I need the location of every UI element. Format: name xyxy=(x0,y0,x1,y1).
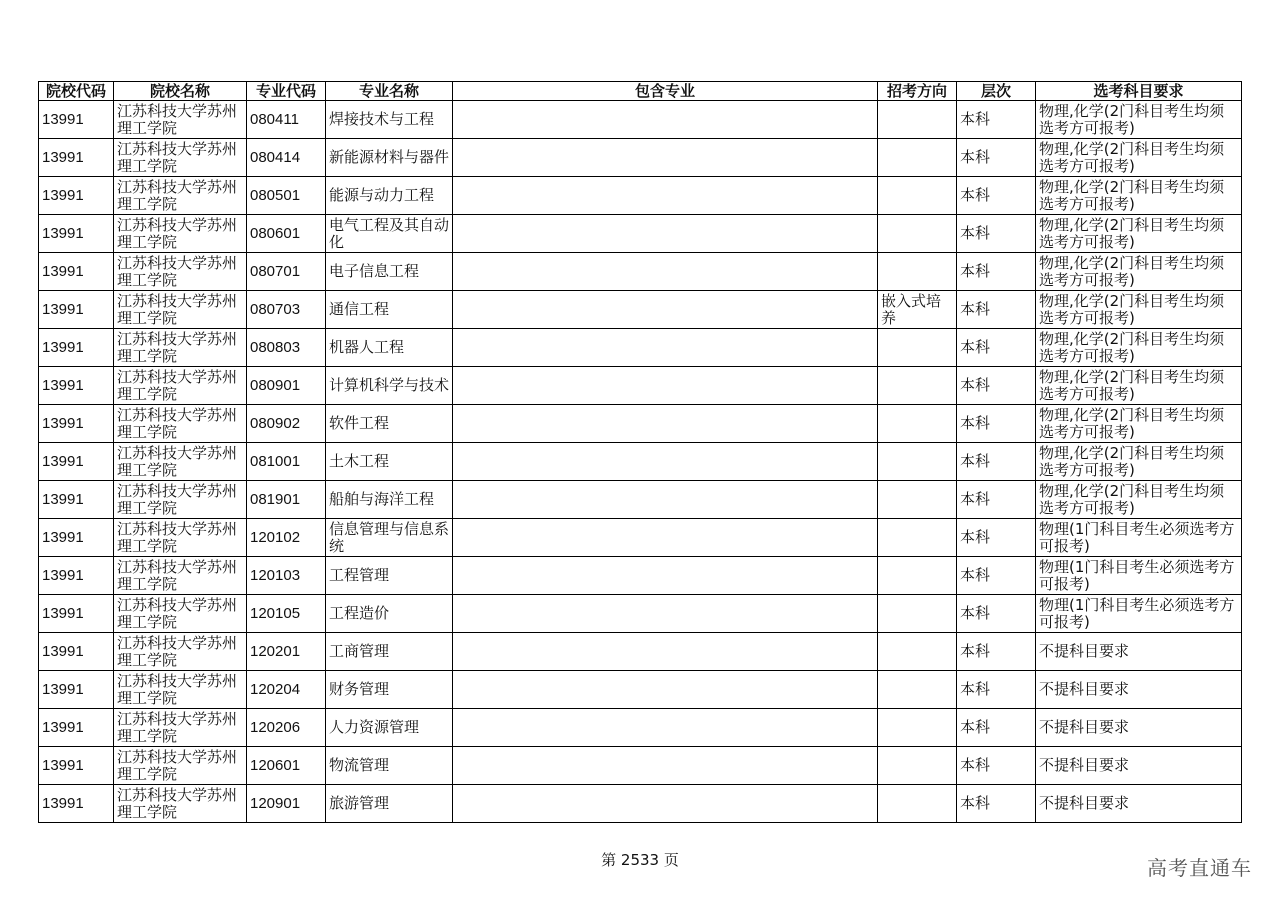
cell-included-majors xyxy=(453,329,878,367)
cell-level: 本科 xyxy=(957,519,1036,557)
cell-direction xyxy=(878,443,957,481)
cell-level: 本科 xyxy=(957,443,1036,481)
table-row xyxy=(39,177,1242,215)
table-row xyxy=(39,291,1242,329)
cell-direction xyxy=(878,595,957,633)
cell-major-code: 120206 xyxy=(247,709,326,747)
cell-school-code: 13991 xyxy=(39,595,114,633)
header-direction: 招考方向 xyxy=(878,82,957,101)
cell-major-code: 120105 xyxy=(247,595,326,633)
cell-included-majors xyxy=(453,785,878,823)
table-body xyxy=(39,101,1242,823)
cell-direction xyxy=(878,481,957,519)
cell-subject-requirement: 物理,化学(2门科目考生均须选考方可报考) xyxy=(1036,253,1242,291)
cell-included-majors xyxy=(453,443,878,481)
cell-major-name: 船舶与海洋工程 xyxy=(326,481,453,519)
cell-major-name: 机器人工程 xyxy=(326,329,453,367)
cell-included-majors xyxy=(453,481,878,519)
cell-level: 本科 xyxy=(957,747,1036,785)
cell-included-majors xyxy=(453,519,878,557)
cell-school-code: 13991 xyxy=(39,405,114,443)
cell-major-name: 物流管理 xyxy=(326,747,453,785)
table-row xyxy=(39,101,1242,139)
cell-included-majors xyxy=(453,747,878,785)
cell-major-name: 工程管理 xyxy=(326,557,453,595)
cell-major-name: 信息管理与信息系统 xyxy=(326,519,453,557)
cell-subject-requirement: 不提科目要求 xyxy=(1036,671,1242,709)
cell-major-code: 120901 xyxy=(247,785,326,823)
cell-subject-requirement: 物理,化学(2门科目考生均须选考方可报考) xyxy=(1036,481,1242,519)
cell-direction xyxy=(878,747,957,785)
cell-school-code: 13991 xyxy=(39,367,114,405)
cell-major-code: 080414 xyxy=(247,139,326,177)
cell-school-name: 江苏科技大学苏州理工学院 xyxy=(114,671,247,709)
cell-school-name: 江苏科技大学苏州理工学院 xyxy=(114,215,247,253)
cell-major-name: 土木工程 xyxy=(326,443,453,481)
cell-major-code: 120204 xyxy=(247,671,326,709)
cell-major-code: 080703 xyxy=(247,291,326,329)
header-school-name: 院校名称 xyxy=(114,82,247,101)
cell-major-code: 080901 xyxy=(247,367,326,405)
cell-school-code: 13991 xyxy=(39,215,114,253)
table-row xyxy=(39,443,1242,481)
cell-school-code: 13991 xyxy=(39,557,114,595)
cell-subject-requirement: 物理,化学(2门科目考生均须选考方可报考) xyxy=(1036,215,1242,253)
cell-major-code: 080601 xyxy=(247,215,326,253)
cell-school-name: 江苏科技大学苏州理工学院 xyxy=(114,481,247,519)
cell-level: 本科 xyxy=(957,253,1036,291)
cell-major-name: 旅游管理 xyxy=(326,785,453,823)
cell-direction xyxy=(878,253,957,291)
cell-level: 本科 xyxy=(957,557,1036,595)
cell-direction xyxy=(878,215,957,253)
table-row xyxy=(39,139,1242,177)
cell-direction: 嵌入式培养 xyxy=(878,291,957,329)
cell-subject-requirement: 不提科目要求 xyxy=(1036,747,1242,785)
cell-subject-requirement: 不提科目要求 xyxy=(1036,633,1242,671)
cell-included-majors xyxy=(453,633,878,671)
cell-included-majors xyxy=(453,139,878,177)
cell-major-code: 081901 xyxy=(247,481,326,519)
cell-level: 本科 xyxy=(957,367,1036,405)
watermark-logo-text: 高考直通车 xyxy=(1147,856,1252,880)
cell-subject-requirement: 物理,化学(2门科目考生均须选考方可报考) xyxy=(1036,443,1242,481)
cell-school-code: 13991 xyxy=(39,481,114,519)
table-row xyxy=(39,329,1242,367)
cell-major-code: 080803 xyxy=(247,329,326,367)
table-row xyxy=(39,709,1242,747)
cell-level: 本科 xyxy=(957,481,1036,519)
table-row xyxy=(39,785,1242,823)
cell-school-name: 江苏科技大学苏州理工学院 xyxy=(114,785,247,823)
cell-major-code: 120102 xyxy=(247,519,326,557)
cell-major-code: 081001 xyxy=(247,443,326,481)
table-row xyxy=(39,633,1242,671)
cell-major-name: 财务管理 xyxy=(326,671,453,709)
table-header-row xyxy=(39,82,1242,101)
cell-direction xyxy=(878,329,957,367)
cell-direction xyxy=(878,519,957,557)
cell-major-name: 电气工程及其自动化 xyxy=(326,215,453,253)
header-level: 层次 xyxy=(957,82,1036,101)
cell-major-code: 080501 xyxy=(247,177,326,215)
cell-included-majors xyxy=(453,367,878,405)
cell-school-name: 江苏科技大学苏州理工学院 xyxy=(114,367,247,405)
cell-included-majors xyxy=(453,709,878,747)
cell-level: 本科 xyxy=(957,709,1036,747)
cell-school-name: 江苏科技大学苏州理工学院 xyxy=(114,633,247,671)
cell-subject-requirement: 物理,化学(2门科目考生均须选考方可报考) xyxy=(1036,177,1242,215)
table-row xyxy=(39,367,1242,405)
page-number: 第 2533 页 xyxy=(601,851,679,869)
admission-table xyxy=(38,81,1242,823)
cell-major-name: 软件工程 xyxy=(326,405,453,443)
cell-school-code: 13991 xyxy=(39,101,114,139)
cell-subject-requirement: 物理(1门科目考生必须选考方可报考) xyxy=(1036,557,1242,595)
cell-school-code: 13991 xyxy=(39,443,114,481)
cell-major-code: 080902 xyxy=(247,405,326,443)
cell-level: 本科 xyxy=(957,329,1036,367)
cell-subject-requirement: 物理,化学(2门科目考生均须选考方可报考) xyxy=(1036,101,1242,139)
table-row xyxy=(39,557,1242,595)
cell-school-name: 江苏科技大学苏州理工学院 xyxy=(114,329,247,367)
cell-subject-requirement: 物理,化学(2门科目考生均须选考方可报考) xyxy=(1036,139,1242,177)
table-row xyxy=(39,405,1242,443)
header-major-name: 专业名称 xyxy=(326,82,453,101)
cell-school-code: 13991 xyxy=(39,709,114,747)
cell-included-majors xyxy=(453,291,878,329)
cell-subject-requirement: 物理,化学(2门科目考生均须选考方可报考) xyxy=(1036,329,1242,367)
cell-subject-requirement: 物理,化学(2门科目考生均须选考方可报考) xyxy=(1036,291,1242,329)
header-subject-requirement: 选考科目要求 xyxy=(1036,82,1242,101)
cell-school-name: 江苏科技大学苏州理工学院 xyxy=(114,709,247,747)
table-row xyxy=(39,519,1242,557)
cell-major-code: 080411 xyxy=(247,101,326,139)
cell-level: 本科 xyxy=(957,405,1036,443)
cell-school-name: 江苏科技大学苏州理工学院 xyxy=(114,557,247,595)
cell-school-name: 江苏科技大学苏州理工学院 xyxy=(114,291,247,329)
cell-school-code: 13991 xyxy=(39,519,114,557)
cell-school-code: 13991 xyxy=(39,747,114,785)
cell-level: 本科 xyxy=(957,595,1036,633)
cell-subject-requirement: 物理,化学(2门科目考生均须选考方可报考) xyxy=(1036,405,1242,443)
table-row xyxy=(39,481,1242,519)
cell-level: 本科 xyxy=(957,177,1036,215)
cell-major-name: 能源与动力工程 xyxy=(326,177,453,215)
cell-subject-requirement: 不提科目要求 xyxy=(1036,785,1242,823)
cell-school-name: 江苏科技大学苏州理工学院 xyxy=(114,519,247,557)
cell-subject-requirement: 物理(1门科目考生必须选考方可报考) xyxy=(1036,595,1242,633)
cell-included-majors xyxy=(453,557,878,595)
table-row xyxy=(39,215,1242,253)
cell-school-code: 13991 xyxy=(39,253,114,291)
cell-level: 本科 xyxy=(957,671,1036,709)
cell-school-name: 江苏科技大学苏州理工学院 xyxy=(114,405,247,443)
cell-included-majors xyxy=(453,405,878,443)
cell-school-code: 13991 xyxy=(39,671,114,709)
cell-included-majors xyxy=(453,177,878,215)
table-row xyxy=(39,253,1242,291)
cell-school-name: 江苏科技大学苏州理工学院 xyxy=(114,747,247,785)
cell-included-majors xyxy=(453,215,878,253)
cell-major-code: 120201 xyxy=(247,633,326,671)
table-row xyxy=(39,747,1242,785)
cell-major-code: 120103 xyxy=(247,557,326,595)
cell-direction xyxy=(878,671,957,709)
cell-school-code: 13991 xyxy=(39,139,114,177)
cell-included-majors xyxy=(453,253,878,291)
header-major-code: 专业代码 xyxy=(247,82,326,101)
cell-major-name: 工程造价 xyxy=(326,595,453,633)
cell-direction xyxy=(878,405,957,443)
cell-direction xyxy=(878,101,957,139)
header-school-code: 院校代码 xyxy=(39,82,114,101)
cell-subject-requirement: 不提科目要求 xyxy=(1036,709,1242,747)
cell-direction xyxy=(878,367,957,405)
cell-major-name: 电子信息工程 xyxy=(326,253,453,291)
cell-major-name: 人力资源管理 xyxy=(326,709,453,747)
cell-major-name: 计算机科学与技术 xyxy=(326,367,453,405)
cell-school-name: 江苏科技大学苏州理工学院 xyxy=(114,253,247,291)
cell-school-name: 江苏科技大学苏州理工学院 xyxy=(114,177,247,215)
cell-school-code: 13991 xyxy=(39,291,114,329)
cell-subject-requirement: 物理,化学(2门科目考生均须选考方可报考) xyxy=(1036,367,1242,405)
cell-major-name: 通信工程 xyxy=(326,291,453,329)
cell-major-code: 080701 xyxy=(247,253,326,291)
cell-direction xyxy=(878,709,957,747)
cell-school-code: 13991 xyxy=(39,785,114,823)
cell-included-majors xyxy=(453,101,878,139)
cell-direction xyxy=(878,177,957,215)
cell-level: 本科 xyxy=(957,215,1036,253)
table-row xyxy=(39,671,1242,709)
cell-school-code: 13991 xyxy=(39,633,114,671)
cell-school-code: 13991 xyxy=(39,329,114,367)
cell-school-name: 江苏科技大学苏州理工学院 xyxy=(114,595,247,633)
cell-level: 本科 xyxy=(957,633,1036,671)
table-row xyxy=(39,595,1242,633)
cell-included-majors xyxy=(453,671,878,709)
cell-included-majors xyxy=(453,595,878,633)
header-included-majors: 包含专业 xyxy=(453,82,878,101)
cell-direction xyxy=(878,139,957,177)
cell-direction xyxy=(878,557,957,595)
cell-school-code: 13991 xyxy=(39,177,114,215)
cell-direction xyxy=(878,633,957,671)
cell-level: 本科 xyxy=(957,291,1036,329)
cell-level: 本科 xyxy=(957,139,1036,177)
cell-school-name: 江苏科技大学苏州理工学院 xyxy=(114,443,247,481)
cell-major-name: 工商管理 xyxy=(326,633,453,671)
cell-direction xyxy=(878,785,957,823)
cell-school-name: 江苏科技大学苏州理工学院 xyxy=(114,101,247,139)
cell-school-name: 江苏科技大学苏州理工学院 xyxy=(114,139,247,177)
cell-major-code: 120601 xyxy=(247,747,326,785)
cell-level: 本科 xyxy=(957,101,1036,139)
cell-major-name: 焊接技术与工程 xyxy=(326,101,453,139)
cell-major-name: 新能源材料与器件 xyxy=(326,139,453,177)
cell-level: 本科 xyxy=(957,785,1036,823)
cell-subject-requirement: 物理(1门科目考生必须选考方可报考) xyxy=(1036,519,1242,557)
